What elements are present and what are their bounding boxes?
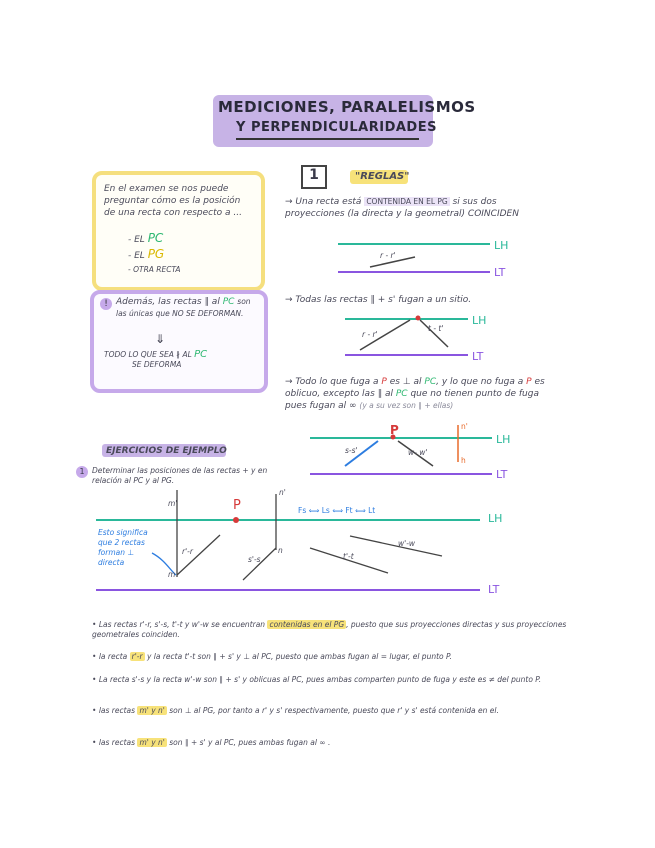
ejercicios-heading: EJERCICIOS DE EJEMPLO [106,446,227,456]
rule3-note: (y a su vez son ∥ + ellas) [359,401,454,410]
ejercicio-prompt: Determinar las posiciones de las rectas + y en relación al PC y al PG. [92,466,268,485]
rule3-d: es oblicuo, excepto las ∥ al [285,377,545,399]
h-label-3: h [461,456,466,465]
m-low-label-ex: m [168,570,176,579]
purple-text1-pc: PC [222,297,235,307]
rr-label-1: r - r' [380,251,396,260]
w-label-ex: w'-w [398,539,416,548]
rule3-p: P [381,377,387,387]
yellow-item-term: PG [147,247,165,261]
rule3-pc: PC [424,377,437,387]
rule3-pc2: PC [395,389,408,399]
rule3-a: → Todo lo que fuga a [285,377,379,387]
page-title-line1: MEDICIONES, PARALELISMOS [218,98,476,116]
purple-text1-b: son las únicas que NO SE DEFORMAN. [116,297,251,318]
rule3-b: es ⊥ al [389,377,422,387]
yellow-item-term: PC [147,231,164,245]
conclusion-4-b: son ⊥ al PG, por tanto a r' y s' respectivamente, puesto que r' y s' está contenida en el. [169,706,499,715]
purple-text2-a: TODO LO QUE SEA ∦ AL [104,350,192,359]
rule1-a: → Una recta está [285,197,362,207]
conclusion-4-hl: m' y n' [139,706,165,715]
n-label-3: n' [461,422,468,431]
purple-down-arrow: ⇓ [155,332,166,346]
lt-label-1: LT [494,266,506,279]
rule1-highlight: CONTENIDA EN EL PG [366,197,448,206]
tt-label-2: t - t' [428,324,444,333]
conclusion-3: • La recta s'-s y la recta w'-w son ∥ + s' y oblicuas al PC, pues ambas comparten punto de fuga y este es ≠ del punto P. [92,675,542,684]
purple-text1-a: Además, las rectas ∥ al [116,297,220,307]
yellow-item-prefix: - EL [128,235,145,245]
conclusion-4: • las rectas m' y n' son ⊥ al PG, por tanto a r' y s' respectivamente, puesto que r' y s' está contenida en el. [92,706,499,715]
s-label-ex: s'-s [248,555,261,564]
conclusion-5-a: las rectas [98,738,136,747]
ww-label-3: w- w' [408,448,428,457]
point-p-ex [233,517,239,523]
purple-text2-b: SE DEFORMA [132,360,182,369]
conclusion-4-a: las rectas [98,706,136,715]
n-low-label-ex: n [278,546,283,555]
rule3-e: que no tienen punto de fuga pues fugan al ∞ [285,389,539,411]
purple-note-marker: ! [100,298,112,310]
lt-label-3: LT [496,468,508,481]
reglas-heading: "REGLAS" [355,171,410,182]
section-number: 1 [301,165,327,189]
conclusion-1-b: , puesto que sus proyecciones directas y sus proyecciones geometrales coinciden. [92,620,567,639]
conclusion-3-b: y este es ≠ del punto P. [452,675,542,684]
yellow-item-prefix: - EL [128,251,145,261]
yellow-note-intro: En el examen se nos puede preguntar cómo es la posición de una recta con respecto a ... [104,184,242,218]
conclusion-5-hl: m' y n' [139,738,165,747]
lt-label-ex: LT [488,583,500,596]
conclusion-1-hl: contenidas en el PG [269,620,345,629]
yellow-item-otra: - OTRA RECTA [128,265,181,274]
conclusion-2-a: la recta [98,652,128,661]
ejercicio-number: 1 [76,466,88,478]
lt-label-2: LT [472,350,484,363]
conclusion-3-a: La recta s'-s y la recta w'-w son ∥ + s' y oblicuas al PC, pues ambas comparten punto de fuga [98,675,451,684]
conclusion-2-b: y la recta t'-t son ∥ + s' y ⊥ al PC, puesto que ambas fugan al = lugar, el punto P. [146,652,452,661]
t-label-ex: t'-t [343,552,354,561]
p-label-ex: P [233,498,241,513]
purple-text2-pc: PC [194,349,208,360]
lh-label-1: LH [494,239,509,252]
conclusion-5: • las rectas m' y n' son ∥ + s' y al PC, pues ambas fugan al ∞ . [92,738,331,747]
ejercicio-note: Esto significa que 2 rectas forman ⊥ directa [98,528,148,567]
conclusion-1: • Las rectas r'-r, s'-s, t'-t y w'-w se encuentran contenidas en el PG , puesto que sus proyecciones directas y sus proyecciones geometrales coinciden. [92,620,567,639]
m-label-ex: m' [168,499,178,508]
rule-2: → Todas las rectas ∥ + s' fugan a un sitio. [285,295,472,305]
page-title-line2: Y PERPENDICULARIDADES [236,120,437,135]
rr-label-2: r - r' [362,330,378,339]
rule3-p2: P [526,377,532,387]
rule3-c: , y lo que no fuga a [436,377,524,387]
ss-label-3: s-s' [345,446,358,455]
rule1-b: si sus dos proyecciones (la directa y la geometral) COINCIDEN [285,197,519,219]
r-label-ex: r'-r [182,547,193,556]
lh-label-2: LH [472,314,487,327]
n-label-ex: n' [279,488,286,497]
conclusion-2-hl: r'-r [131,652,143,661]
p-label-3: P [390,423,399,437]
lh-label-3: LH [496,433,511,446]
vanishing-point-2 [416,316,421,321]
w-line-ex [350,536,442,556]
conclusion-1-a: Las rectas r'-r, s'-s, t'-t y w'-w se encuentran [98,620,266,629]
lh-label-ex: LH [488,512,503,525]
fs-label-ex: Fs ⟺ Ls ⟺ Ft ⟺ Lt [298,506,376,515]
conclusion-2: • la recta r'-r y la recta t'-t son ∥ + s' y ⊥ al PC, puesto que ambas fugan al = lugar, el punto P. [92,652,452,661]
conclusion-5-b: son ∥ + s' y al PC, pues ambas fugan al ∞ . [169,738,331,747]
